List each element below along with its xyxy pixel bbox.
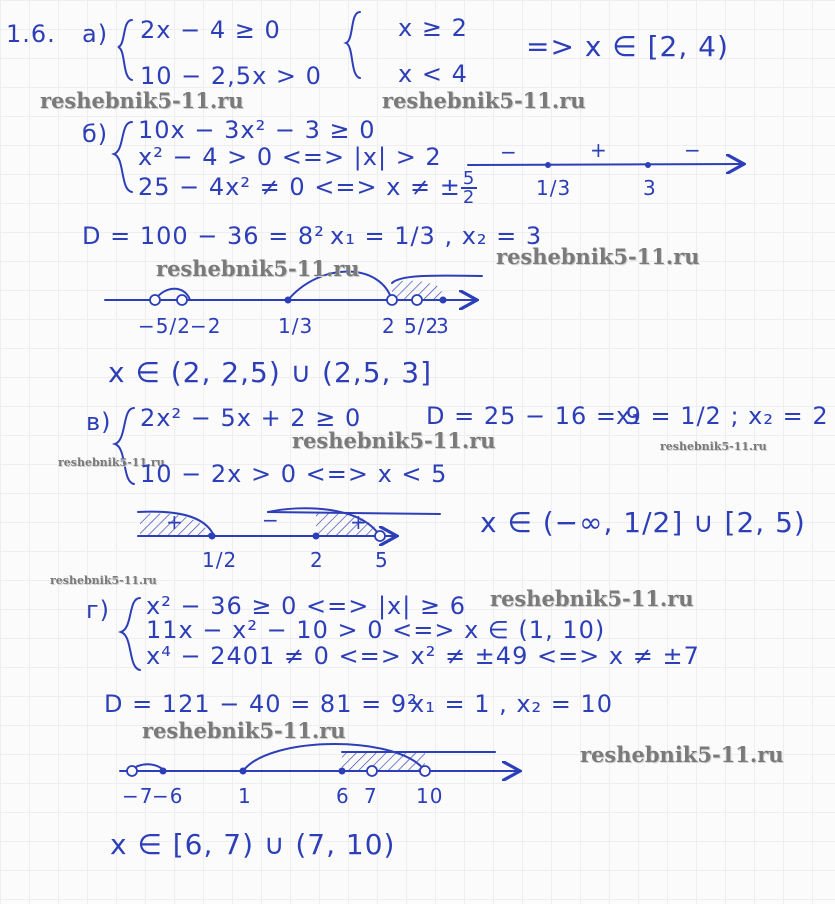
part-a-line2: 10 − 2,5x > 0 (140, 62, 322, 90)
watermark: reshebnik5-11.ru (58, 456, 165, 469)
part-b-line3: 25 − 4x² ≠ 0 <=> x ≠ ± $\frac{5}{2}$ (138, 168, 476, 209)
brace-a1 (118, 20, 132, 80)
problem-number: 1.6. (6, 20, 56, 48)
watermark: reshebnik5-11.ru (292, 428, 496, 453)
brace-v (115, 408, 134, 484)
sign-plus: + (166, 510, 184, 534)
part-g-discriminant: D = 121 − 40 = 81 = 9² (104, 690, 418, 718)
watermark: reshebnik5-11.ru (490, 586, 694, 611)
part-b-line2: x² − 4 > 0 <=> |x| > 2 (138, 143, 442, 171)
watermark: reshebnik5-11.ru (142, 718, 346, 743)
brace-g (121, 598, 140, 670)
part-v-discriminant: D = 25 − 16 = 9 (426, 402, 642, 430)
axis-tick-label: 7 (364, 784, 378, 808)
part-v-line2: 10 − 2x > 0 <=> x < 5 (140, 460, 448, 488)
axis-tick-label: 1/2 (202, 548, 238, 572)
axis-tick-label: 2 (382, 314, 396, 338)
axis-tick-label: 3 (643, 176, 657, 200)
part-a-system2: x < 4 (398, 60, 468, 88)
part-b-line1: 10x − 3x² − 3 ≥ 0 (138, 116, 376, 144)
axis-tick-label: 1/3 (536, 176, 572, 200)
part-g-answer: x ∈ [6, 7) ∪ (7, 10) (110, 828, 396, 861)
part-a-line1: 2x − 4 ≥ 0 (140, 16, 281, 44)
sign-minus: − (500, 140, 518, 164)
part-g-line1: x² − 36 ≥ 0 <=> |x| ≥ 6 (146, 592, 466, 620)
axis-tick-label: 3 (436, 314, 450, 338)
axis-tick-label: 6 (336, 784, 350, 808)
watermark: reshebnik5-11.ru (156, 256, 360, 281)
part-g-line2: 11x − x² − 10 > 0 <=> x ∈ (1, 10) (146, 616, 606, 644)
axis-tick-label: −6 (152, 784, 184, 808)
part-g-line3: x⁴ − 2401 ≠ 0 <=> x² ≠ ±49 <=> x ≠ ±7 (146, 642, 700, 670)
axis-tick-label: 5 (375, 548, 389, 572)
part-a-system1: x ≥ 2 (398, 14, 468, 42)
axis-tick-label: 1 (238, 784, 252, 808)
sign-minus: − (684, 138, 702, 162)
part-b-label: б) (82, 120, 109, 148)
part-b-discriminant: D = 100 − 36 = 8² (82, 222, 325, 250)
brace-a2 (346, 12, 360, 78)
axis-tick-label: 2 (310, 548, 324, 572)
axis-tick-label: −7 (122, 784, 154, 808)
part-a-answer: => x ∈ [2, 4) (526, 30, 729, 63)
sign-minus: − (262, 508, 280, 532)
watermark: reshebnik5-11.ru (496, 244, 700, 269)
part-v-label: в) (86, 408, 112, 436)
axis-tick-label: 5/2 (404, 314, 440, 338)
axis-tick-label: 10 (416, 784, 444, 808)
axis-tick-label: −2 (190, 314, 222, 338)
part-v-line1: 2x² − 5x + 2 ≥ 0 (140, 404, 362, 432)
sign-plus: + (350, 510, 368, 534)
watermark: reshebnik5-11.ru (50, 574, 157, 587)
watermark: reshebnik5-11.ru (40, 88, 244, 113)
watermark: reshebnik5-11.ru (660, 440, 767, 453)
part-a-label: а) (82, 20, 109, 48)
part-b-answer: x ∈ (2, 2,5) ∪ (2,5, 3] (108, 356, 433, 389)
watermark: reshebnik5-11.ru (580, 742, 784, 767)
sign-plus: + (590, 138, 608, 162)
part-g-label: г) (86, 596, 110, 624)
brace-b (114, 122, 132, 192)
axis-tick-label: 1/3 (278, 314, 314, 338)
part-v-answer: x ∈ (−∞, 1/2] ∪ [2, 5) (480, 506, 806, 539)
part-v-roots: x₁ = 1/2 ; x₂ = 2 (616, 402, 829, 430)
watermark: reshebnik5-11.ru (382, 88, 586, 113)
axis-tick-label: −5/2 (138, 314, 191, 338)
part-b-roots: x₁ = 1/3 , x₂ = 3 (330, 222, 543, 250)
fraction-five-halves: $\frac{5}{2}$ (462, 168, 476, 209)
part-g-roots: x₁ = 1 , x₂ = 10 (410, 690, 614, 718)
